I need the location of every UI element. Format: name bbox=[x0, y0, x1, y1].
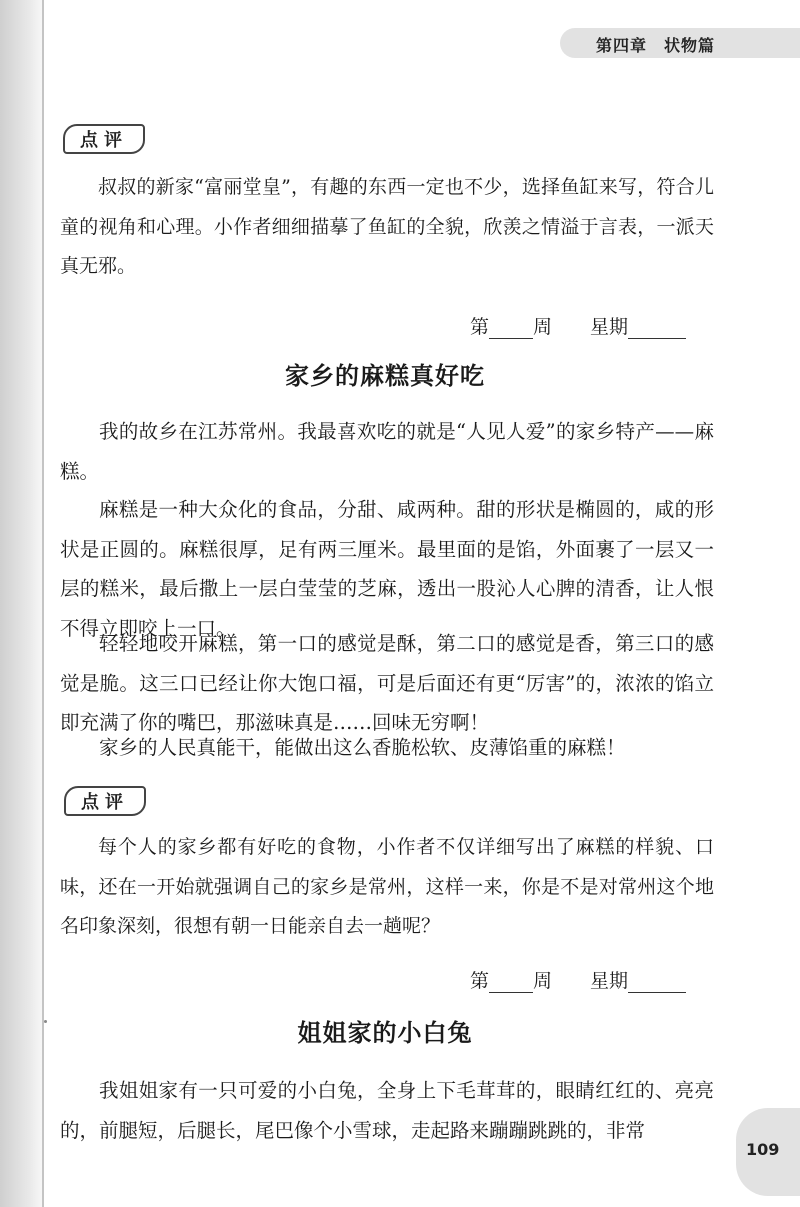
essay-paragraph: 我姐姐家有一只可爱的小白兔，全身上下毛茸茸的，眼睛红红的、亮亮的，前腿短，后腿长，尾巴像个小雪球，走起路来蹦蹦跳跳的，非常 bbox=[60, 1079, 714, 1142]
week-suffix: 周 bbox=[533, 316, 553, 338]
weekday-label: 星期 bbox=[590, 316, 629, 338]
comment-paragraph: 叔叔的新家“富丽堂皇”，有趣的东西一定也不少，选择鱼缸来写，符合儿童的视角和心理。小作者细细描摹了鱼缸的全貌，欣羡之情溢于言表，一派天真无邪。 bbox=[60, 176, 714, 277]
week-blank[interactable] bbox=[489, 970, 533, 993]
weekday-blank[interactable] bbox=[628, 316, 686, 339]
chapter-header: 第四章 状物篇 bbox=[596, 36, 716, 55]
week-blank[interactable] bbox=[489, 316, 533, 339]
essay-paragraph: 轻轻地咬开麻糕，第一口的感觉是酥，第二口的感觉是香，第三口的感觉是脆。这三口已经让你大饱口福，可是后面还有更“厉害”的，浓浓的馅立即充满了你的嘴巴，那滋味真是……回味无穷啊！ bbox=[60, 632, 714, 734]
week-suffix: 周 bbox=[533, 970, 553, 992]
essay-paragraph: 家乡的人民真能干，能做出这么香脆松软、皮薄馅重的麻糕！ bbox=[99, 736, 626, 759]
essay-paragraph: 麻糕是一种大众化的食品，分甜、咸两种。甜的形状是椭圆的，咸的形状是正圆的。麻糕很厚，足有两三厘米。最里面的是馅，外面裹了一层又一层的糕米，最后撒上一层白莹莹的芝麻，透出一股沁人心脾的清香，让人恨不得立即咬上一口。 bbox=[60, 498, 714, 640]
comment-paragraph: 每个人的家乡都有好吃的食物，小作者不仅详细写出了麻糕的样貌、口味，还在一开始就强调自己的家乡是常州，这样一来，你是不是对常州这个地名印象深刻，很想有朝一日能亲自去一趟呢？ bbox=[60, 836, 714, 937]
week-dateline bbox=[470, 312, 686, 339]
weekday-blank[interactable] bbox=[628, 970, 686, 993]
week-prefix: 第 bbox=[470, 970, 490, 992]
essay-paragraph: 我的故乡在江苏常州。我最喜欢吃的就是“人见人爱”的家乡特产——麻糕。 bbox=[60, 420, 714, 483]
weekday-label: 星期 bbox=[590, 970, 629, 992]
comment-tag: 点评 bbox=[64, 786, 146, 816]
essay-title: 姐姐家的小白兔 bbox=[297, 1018, 473, 1047]
comment-tag: 点评 bbox=[63, 124, 145, 154]
week-dateline bbox=[470, 966, 686, 993]
page-number: 109 bbox=[746, 1140, 780, 1159]
essay-title: 家乡的麻糕真好吃 bbox=[285, 361, 485, 390]
week-prefix: 第 bbox=[470, 316, 490, 338]
